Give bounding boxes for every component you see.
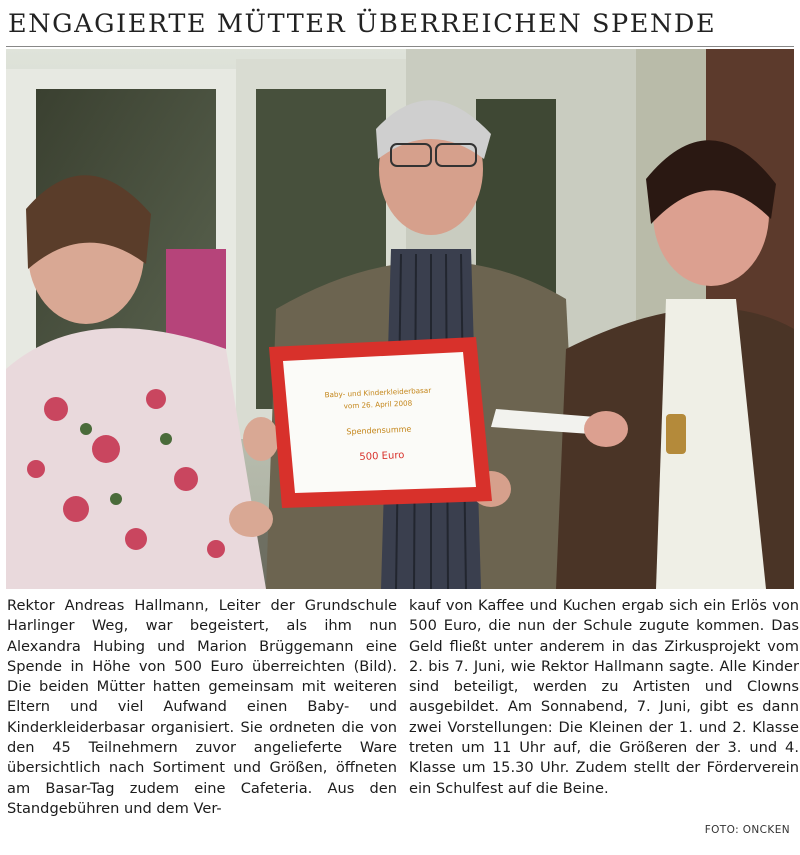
certificate-line-3: Spendensumme <box>346 424 412 437</box>
article-body <box>7 596 799 842</box>
article-column-left <box>7 596 397 842</box>
article-paragraph-left: Rektor Andreas Hallmann, Leiter der Grundschule Harlinger Weg, war begeistert, als ihm nun Alexandra Hubing und Marion Brüggemann eine Spende in Höhe von 500 Euro überreichten (Bild). Die beiden Mütter hatten gemeinsam mit weiteren Eltern und viel Aufwand einen Baby- und Kinderkleiderbasar organisiert. Sie ordneten die von den 45 Teilnehmern zuvor angelieferte Ware übersichtlich nach Sortiment und Größen, öffneten am Basar-Tag zudem eine Cafeteria. Aus den Standgebühren und dem Ver- <box>7 597 397 817</box>
certificate-line-1: Baby- und Kinderkleiderbasar <box>324 385 432 400</box>
article-column-right <box>409 596 799 842</box>
article-photo <box>6 49 794 589</box>
certificate-amount: 500 Euro <box>359 450 405 463</box>
article-headline: ENGAGIERTE MÜTTER ÜBERREICHEN SPENDE <box>8 9 717 39</box>
article-paragraph-right: kauf von Kaffee und Kuchen ergab sich ein Erlös von 500 Euro, die nun der Schule zugute kommen. Das Geld fließt unter anderem in das Zirkusprojekt vom 2. bis 7. Juni, wie Rektor Hallmann sagte. Alle Kinder sind beteiligt, werden zu Artisten und Clowns ausgebildet. Am Sonnabend, 7. Juni, gibt es dann zwei Vorstellungen: Die Kleinen der 1. und 2. Klasse treten um 11 Uhr auf, die Größeren der 3. und 4. Klasse um 15.30 Uhr. Zudem stellt der Förderverein ein Schulfest auf die Beine. <box>409 597 799 797</box>
certificate-line-2: vom 26. April 2008 <box>343 398 413 411</box>
headline-divider <box>6 46 794 47</box>
photo-credit: FOTO: ONCKEN <box>704 824 790 836</box>
donation-certificate <box>269 337 492 508</box>
